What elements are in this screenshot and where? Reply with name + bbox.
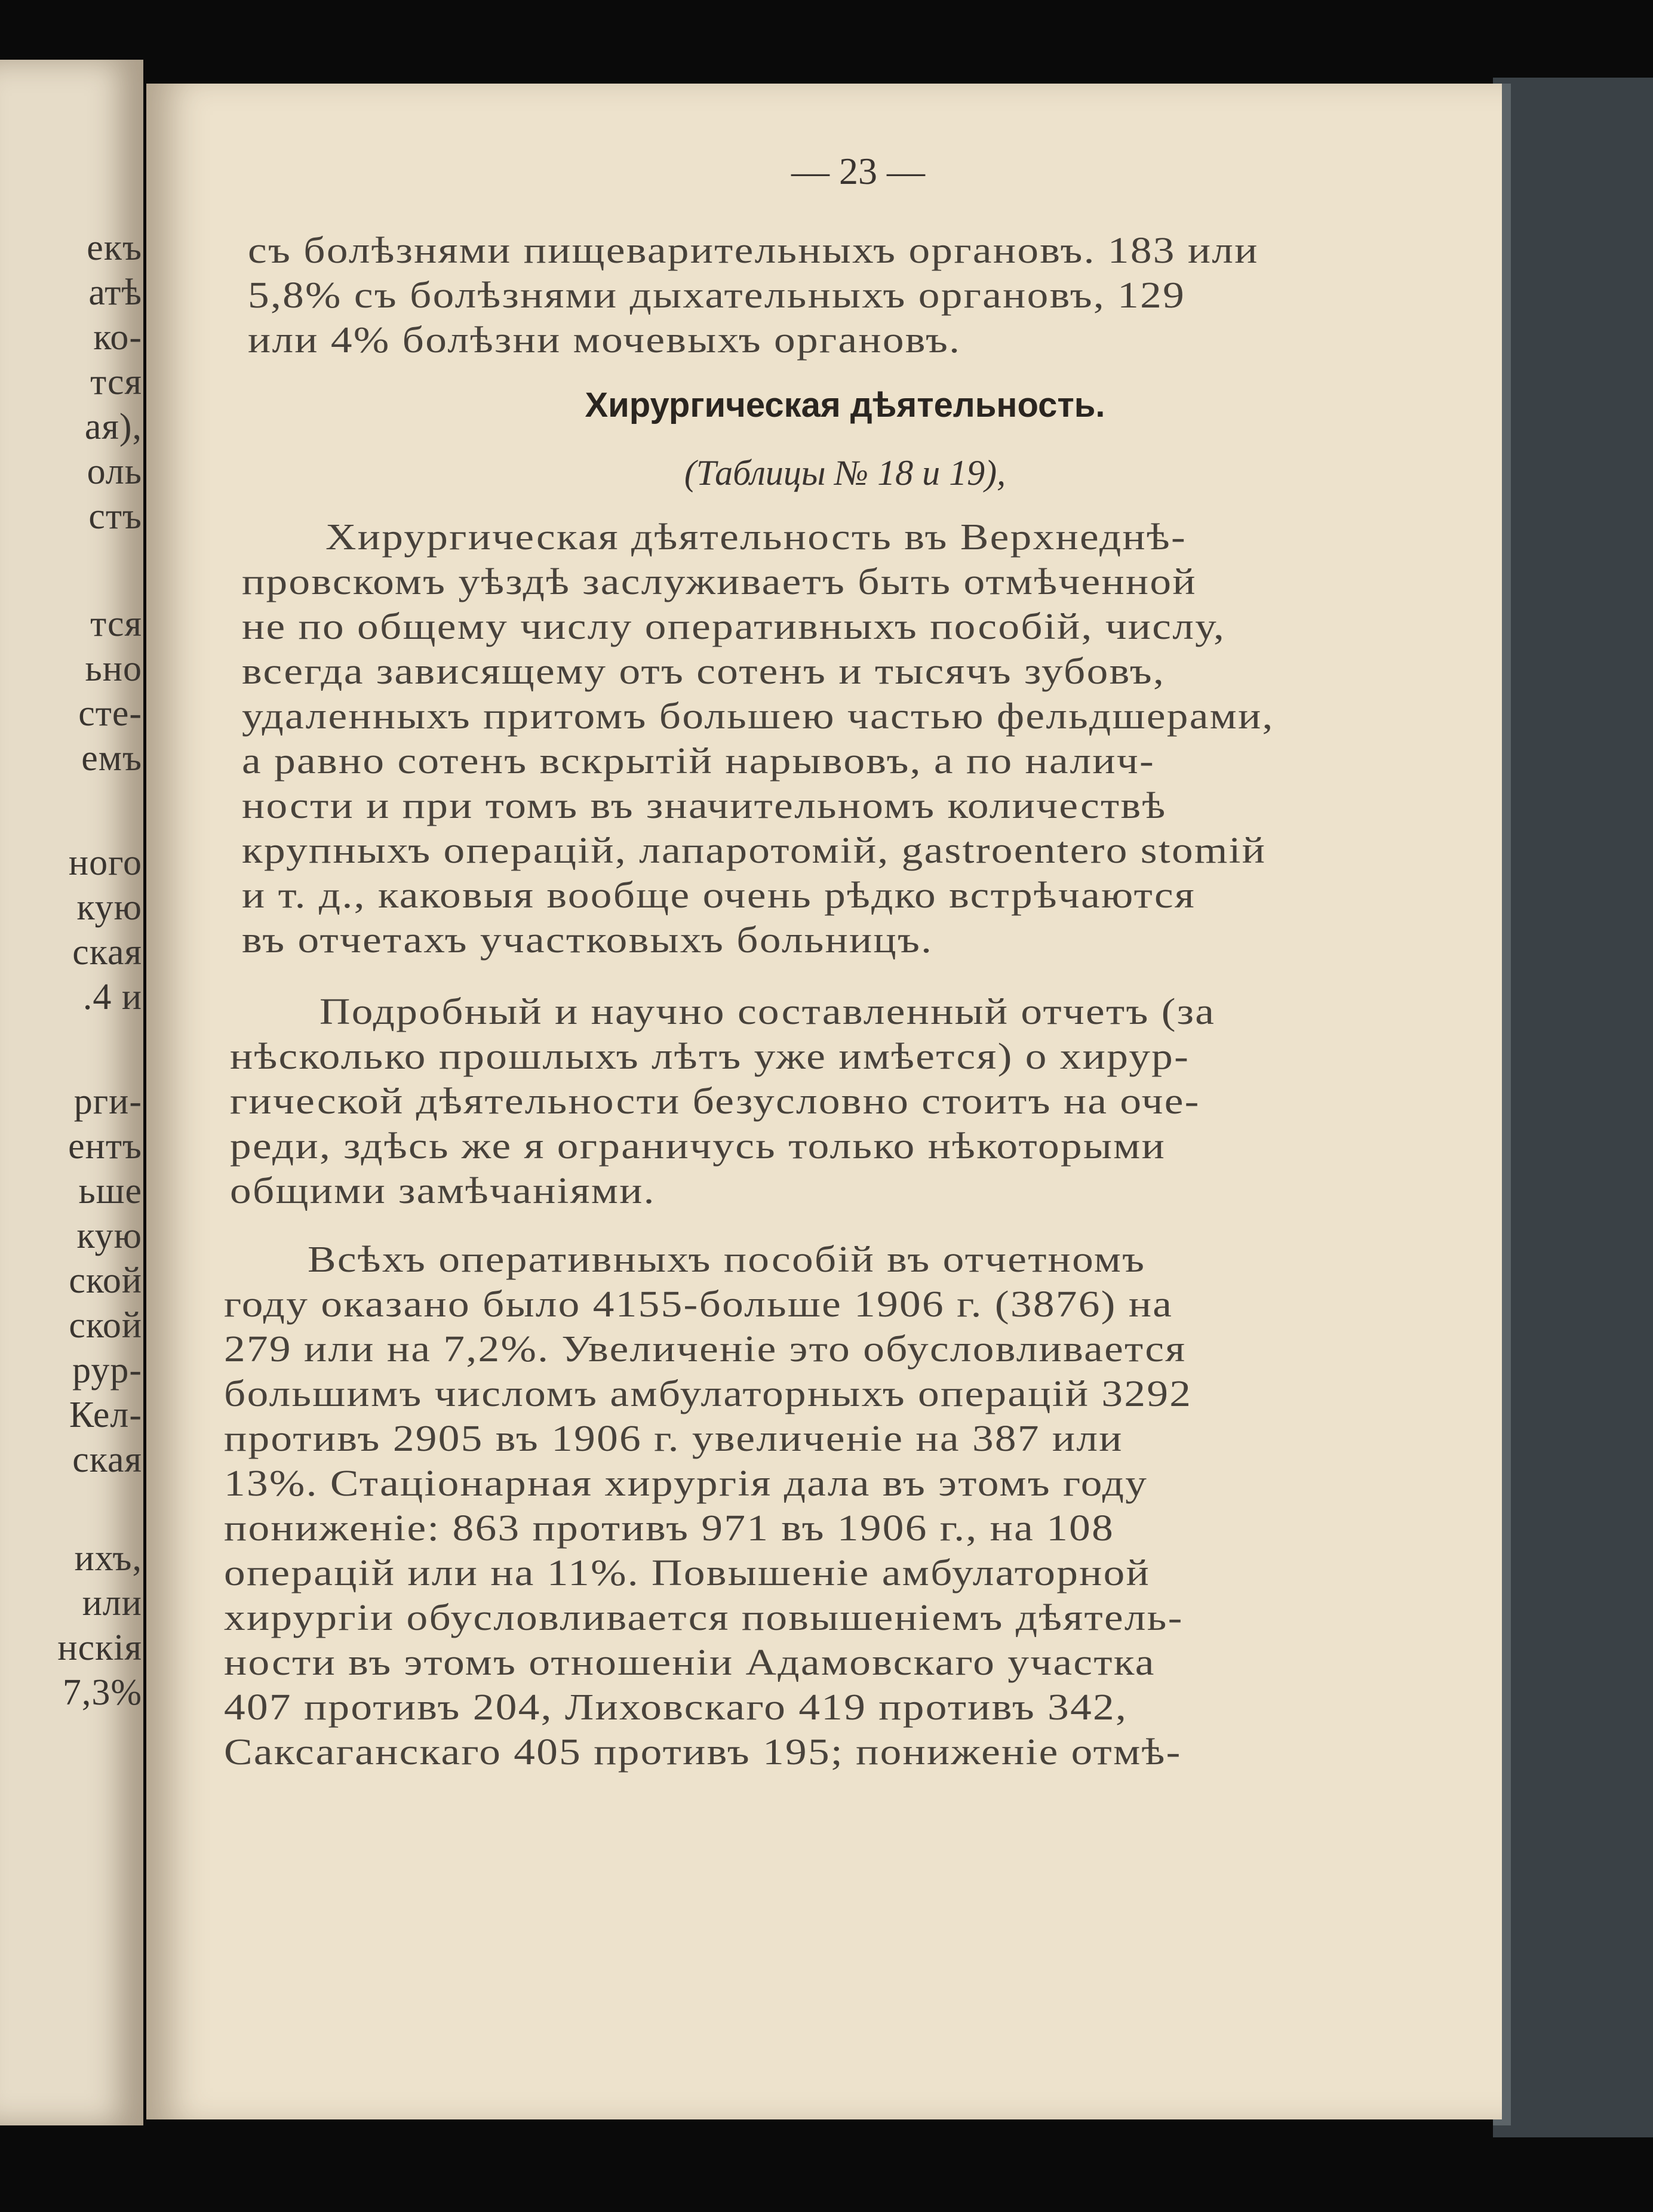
- book-cover: [1493, 78, 1653, 2137]
- text-line: большимъ числомъ амбулаторныхъ операцій 3292: [224, 1374, 1193, 1414]
- previous-page-fragment: ской: [69, 1260, 142, 1301]
- previous-page-fragment: ская: [72, 1439, 142, 1480]
- previous-page-fragment: рги-: [73, 1081, 142, 1122]
- text-line: Хирургическая дѣятельность въ Верхнеднѣ-: [325, 517, 1187, 558]
- text-line: нѣсколько прошлыхъ лѣтъ уже имѣется) о хирур-: [230, 1036, 1190, 1077]
- text-line: Всѣхъ оперативныхъ пособій въ отчетномъ: [308, 1239, 1146, 1280]
- text-line: 13%. Стаціонарная хирургія дала въ этомъ году: [224, 1463, 1148, 1504]
- text-line: 279 или на 7,2%. Увеличеніе это обусловливается: [224, 1329, 1187, 1370]
- text-line: всегда зависящему отъ сотенъ и тысячъ зубовъ,: [242, 651, 1166, 692]
- previous-page-edge: [0, 60, 143, 2125]
- text-line: операцій или на 11%. Повышеніе амбулаторной: [224, 1553, 1151, 1593]
- section-subheading: (Таблицы № 18 и 19),: [684, 453, 1006, 493]
- previous-page-fragment: ентъ: [68, 1126, 142, 1167]
- previous-page-fragment: рур-: [72, 1350, 142, 1390]
- previous-page-fragment: нскія: [57, 1628, 142, 1668]
- previous-page-fragment: стъ: [88, 496, 142, 537]
- text-line: крупныхъ операцій, лапаротомій, gastroentero stomій: [242, 830, 1267, 871]
- previous-page-fragment: тся: [90, 362, 142, 402]
- text-line: хирургіи обусловливается повышеніемъ дѣятель-: [224, 1598, 1184, 1638]
- previous-page-fragment: ного: [68, 842, 142, 883]
- previous-page-fragment: кую: [76, 1216, 142, 1256]
- text-line: а равно сотенъ вскрытій нарывовъ, а по налич-: [242, 741, 1156, 782]
- section-heading: Хирургическая дѣятельность.: [585, 386, 1105, 424]
- text-line: ности въ этомъ отношеніи Адамовскаго участка: [224, 1642, 1156, 1683]
- text-line: ности и при томъ въ значительномъ количествѣ: [242, 786, 1167, 826]
- page-number: — 23 —: [791, 150, 925, 192]
- previous-page-fragment: кую: [76, 887, 142, 928]
- previous-page-fragment: ьше: [78, 1171, 142, 1211]
- text-line: гической дѣятельности безусловно стоитъ на оче-: [230, 1081, 1200, 1122]
- text-line: противъ 2905 въ 1906 г. увеличеніе на 387 или: [224, 1419, 1123, 1459]
- previous-page-fragment: тся: [90, 604, 142, 644]
- previous-page-fragment: ская: [72, 932, 142, 973]
- previous-page-fragment: Кел-: [69, 1395, 142, 1435]
- text-line: общими замѣчаніями.: [230, 1171, 656, 1211]
- text-line: реди, здѣсь же я ограничусь только нѣкоторыми: [230, 1126, 1166, 1167]
- previous-page-fragment: или: [82, 1583, 142, 1623]
- previous-page-fragment: .4 и: [82, 977, 142, 1017]
- previous-page-fragment: 7,3%: [62, 1672, 142, 1713]
- text-line: 5,8% съ болѣзнями дыхательныхъ органовъ, 129: [248, 275, 1186, 316]
- text-line: съ болѣзнями пищеварительныхъ органовъ. 183 или: [248, 230, 1259, 271]
- previous-page-fragment: емъ: [81, 738, 142, 779]
- text-line: провскомъ уѣздѣ заслуживаетъ быть отмѣченной: [242, 562, 1197, 602]
- previous-page-fragment: ьно: [85, 648, 142, 689]
- text-line: удаленныхъ притомъ большею частью фельдшерами,: [242, 696, 1274, 737]
- text-line: Саксаганскаго 405 противъ 195; пониженіе отмѣ-: [224, 1732, 1182, 1773]
- text-line: и т. д., каковыя вообще очень рѣдко встрѣчаются: [242, 875, 1196, 916]
- text-line: году оказано было 4155-больше 1906 г. (3876) на: [224, 1284, 1173, 1325]
- text-line: или 4% болѣзни мочевыхъ органовъ.: [248, 320, 961, 361]
- text-line: не по общему числу оперативныхъ пособій, числу,: [242, 607, 1226, 647]
- previous-page-fragment: ая),: [84, 407, 142, 447]
- previous-page-fragment: ской: [69, 1305, 142, 1346]
- previous-page-fragment: оль: [87, 451, 142, 492]
- previous-page-fragment: ко-: [93, 317, 142, 358]
- previous-page-fragment: екъ: [87, 227, 142, 268]
- text-line: 407 противъ 204, Лиховскаго 419 противъ 342,: [224, 1687, 1128, 1728]
- previous-page-fragment: атѣ: [88, 272, 142, 313]
- text-line: пониженіе: 863 противъ 971 въ 1906 г., на 108: [224, 1508, 1115, 1549]
- text-line: въ отчетахъ участковыхъ больницъ.: [242, 920, 933, 961]
- previous-page-fragment: ихъ,: [74, 1538, 142, 1579]
- text-line: Подробный и научно составленный отчетъ (за: [319, 992, 1216, 1032]
- book-page: [146, 84, 1502, 2119]
- previous-page-fragment: сте-: [78, 693, 142, 734]
